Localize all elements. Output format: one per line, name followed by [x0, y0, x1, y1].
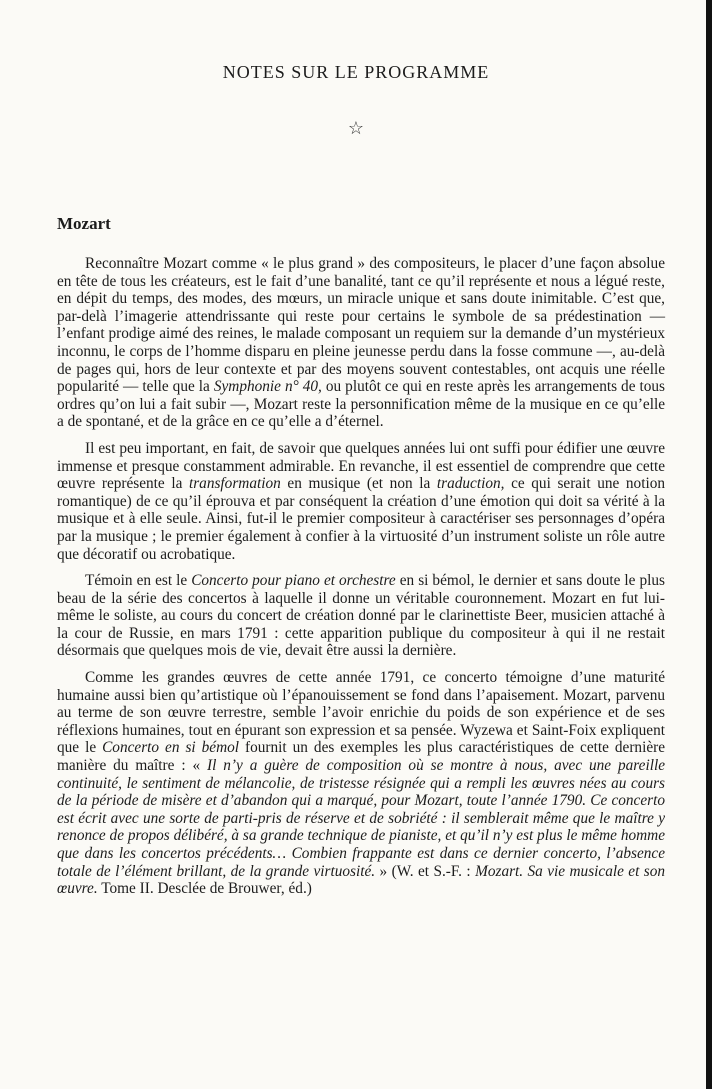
text-run: Reconnaître Mozart comme « le plus grand » des compositeurs, le placer d’une façon absolue en tête de tous les créateurs, est le fait d’une banalité, tant ce qu’il représente et nous a légué reste, en dépit du temps, des modes, des mœurs, un miracle unique et sans doute inimitable. C’est que, par-delà l’imagerie attendrissante qui reste pour certains le symbole de sa prédestination — l’enfant prodige aimé des reines, le malade composant un requiem sur la demande d’un mystérieux inconnu, le corps de l’homme disparu en pleine jeunesse perdu dans la fosse commune —, au-delà de pages qui, hors de leur contexte et par des moyens souvent contestables, ont acquis une réelle popularité — telle que la	[57, 255, 665, 396]
text-run: » (W. et S.-F. :	[375, 862, 476, 880]
paragraph	[57, 572, 665, 660]
section-title: Mozart	[57, 214, 111, 233]
text-run: Témoin en est le	[85, 572, 192, 590]
text-run-italic: Symphonie n° 40,	[213, 378, 322, 396]
paragraph	[57, 440, 665, 563]
paragraph	[57, 669, 665, 898]
text-run: Tome II. Desclée de Brouwer, éd.)	[97, 880, 312, 898]
text-run: ou plutôt ce qui en reste après les arrangements de tous ordres qu’on lui a fait subir —, Mozart reste la personnification même de la musique en ce qu’elle a de spontané, et de la grâce en ce qu’elle a d’éternel.	[57, 378, 665, 431]
text-run: en si bémol, le dernier et sans doute le plus beau de la série des concertos à laquelle il donne un véritable couronnement. Mozart en fut lui-même le soliste, au cours du concert de création donné par le clarinettiste Beer, musicien attaché à la cour de Russie, en mars 1791 : cette apparition publique du compositeur à qui il ne restait désormais que quelques mois de vie, devait être aussi la dernière.	[57, 572, 665, 660]
text-run: Comme les grandes œuvres de cette année 1791, ce concerto témoigne d’une maturité humaine aussi bien qu’artistique où l’épanouissement se fond dans l’apaisement. Mozart, parvenu au terme de son œuvre terrestre, semble l’avoir enrichie du poids de son expérience et de ses réflexions humaines, tout en épurant son expression et sa pensée. Wyzewa et Saint-Foix expliquent que le	[57, 669, 665, 757]
star-ornament-icon: ☆	[347, 118, 365, 138]
article-body	[57, 255, 665, 907]
text-run-italic: traduction,	[436, 475, 505, 493]
text-run: en musique (et non la	[280, 475, 437, 493]
text-run-italic: Mozart. Sa vie musicale et son œuvre.	[57, 862, 666, 898]
text-run: Il est peu important, en fait, de savoir que quelques années lui ont suffi pour édifier une œuvre immense et presque constamment admirable. En revanche, il est essentiel de comprendre que cette œuvre représente la	[57, 439, 665, 493]
page-edge	[706, 0, 712, 1089]
text-run-italic: Il n’y a guère de composition où se montre à nous, avec une pareille continuité, le sentiment de mélancolie, de tristesse résignée qui a rempli les œuvres nées au cours de la période de misère et d’abandon qui a marqué, pour Mozart, toute l’année 1790. Ce concerto est écrit avec une sorte de parti-pris de réserve et de sobriété : il semblerait même que le maître y renonce de propos délibéré, à sa grande technique de pianiste, et qu’il n’y est plus le même homme que dans les concertos précédents… Combien frappante est dans ce dernier concerto, l’absence totale de l’élément brillant, de la grande virtuosité.	[57, 757, 666, 880]
text-run-italic: transformation	[188, 475, 281, 493]
paragraph	[57, 255, 665, 431]
text-run-italic: Concerto pour piano et orchestre	[191, 572, 396, 590]
text-run: fournit un des exemples les plus caractéristiques de cette dernière manière du maître : «	[57, 739, 666, 775]
text-run: ce qui serait une notion romantique) de ce qu’il éprouva et par conséquent la création d’une émotion qui doit sa vérité à la musique et à elle seule. Ainsi, fut-il le premier compositeur à caractériser ses personnages d’opéra par la musique ; le premier également à confier à la virtuosité d’un instrument soliste un rôle autre que décoratif ou acrobatique.	[57, 475, 666, 563]
page-title: NOTES SUR LE PROGRAMME	[222, 62, 490, 82]
text-run-italic: Concerto en si bémol	[102, 739, 240, 757]
